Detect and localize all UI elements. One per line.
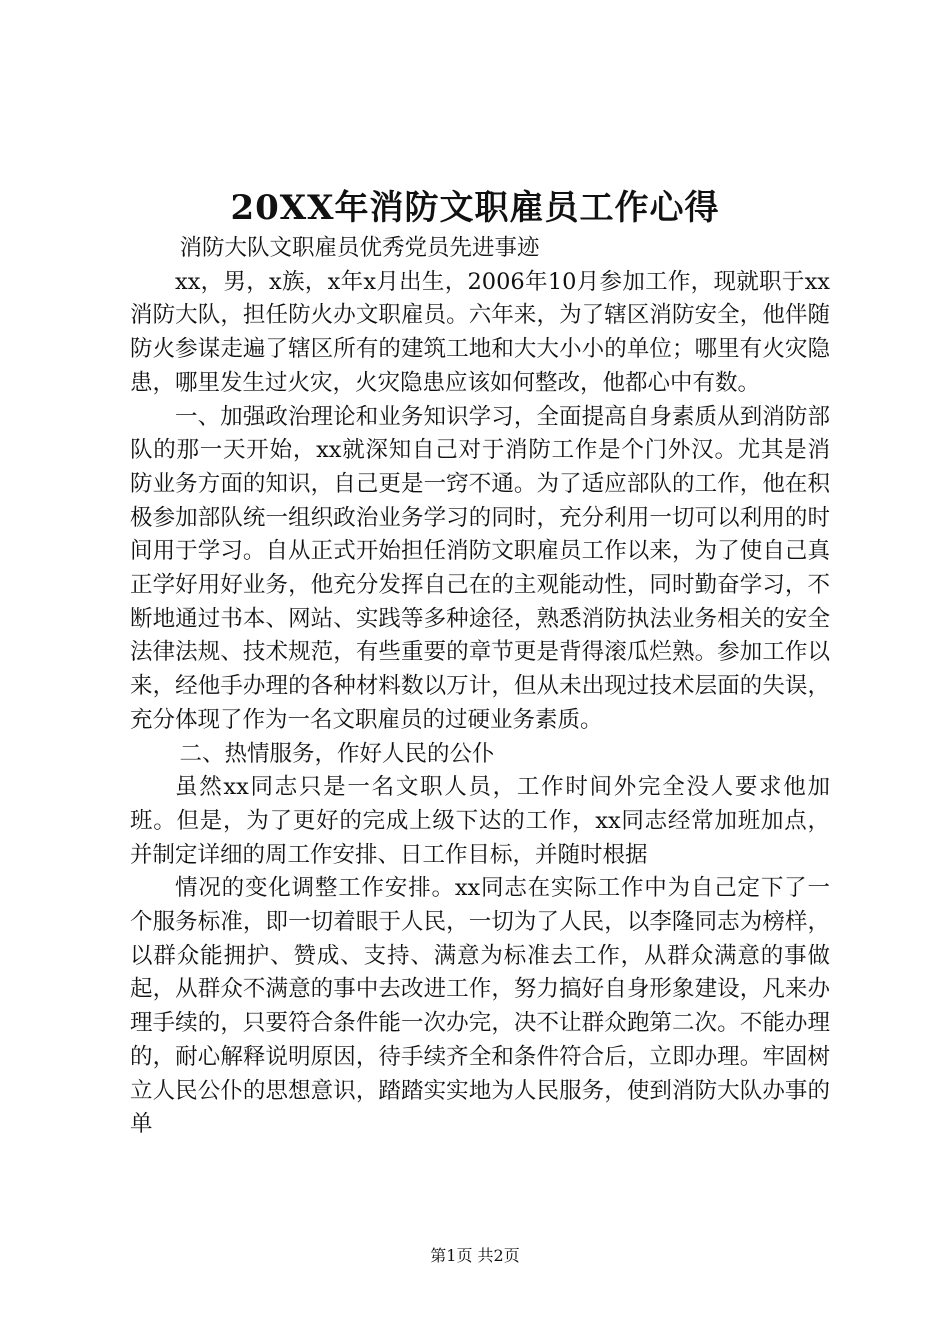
page-number-footer: 第1页 共2页 [430, 1246, 520, 1265]
document-title: 20XX年消防文职雇员工作心得 [230, 188, 720, 228]
section-heading: 二、热情服务，作好人民的公仆 [179, 740, 495, 767]
paragraph: 一、加强政治理论和业务知识学习，全面提高自身素质从到消防部队的那一天开始，xx就深知自己对于消防工作是个门外汉。尤其是消防业务方面的知识，自己更是一窍不通。为了适应部队的工作，他在积极参加部队统一组织政治业务学习的同时，充分利用一切可以利用的时间用于学习。自从正式开始担任消防文职雇员工作以来，为了使自己真正学好用好业务，他充分发挥自己在的主观能动性，同时勤奋学习，不断地通过书本、网站、实践等多种途径，熟悉消防执法业务相关的安全法律法规、技术规范，有些重要的章节更是背得滚瓜烂熟。参加工作以来，经他手办理的各种材料数以万计，但从未出现过技术层面的失误，充分体现了作为一名文职雇员的过硬业务素质。 [130, 403, 830, 733]
document-body [130, 232, 830, 1142]
paragraph-subtitle: 消防大队文职雇员优秀党员先进事迹 [179, 235, 540, 261]
paragraph: 虽然xx同志只是一名文职人员，工作时间外完全没人要求他加班。但是，为了更好的完成上级下达的工作，xx同志经常加班加点，并制定详细的周工作安排、日工作目标，并随时根据 [130, 774, 830, 868]
paragraph: xx，男，x族，x年x月出生，2006年10月参加工作，现就职于xx消防大队，担任防火办文职雇员。六年来，为了辖区消防安全，他伴随防火参谋走遍了辖区所有的建筑工地和大大小小的单位；哪里有火灾隐患，哪里发生过火灾，火灾隐患应该如何整改，他都心中有数。 [130, 268, 830, 396]
paragraph: 情况的变化调整工作安排。xx同志在实际工作中为自己定下了一个服务标准，即一切着眼于人民，一切为了人民，以李隆同志为榜样，以群众能拥护、赞成、支持、满意为标准去工作，从群众满意的事做起，从群众不满意的事中去改进工作，努力搞好自身形象建设，凡来办理手续的，只要符合条件能一次办完，决不让群众跑第二次。不能办理的，耐心解释说明原因，待手续齐全和条件符合后，立即办理。牢固树立人民公仆的思想意识，踏踏实实地为人民服务，使到消防大队办事的单 [130, 875, 830, 1138]
